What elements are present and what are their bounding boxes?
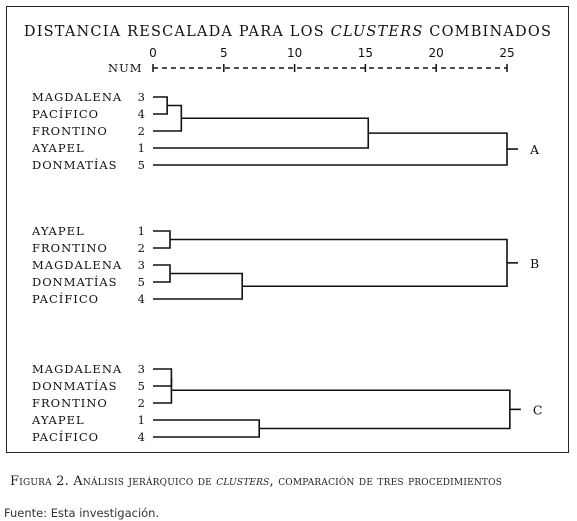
merge-link xyxy=(153,420,259,437)
leaf-number: 4 xyxy=(137,107,145,121)
figure-caption: Figura 2. Análisis jerárquico de clusters, comparación de tres procedimientos xyxy=(10,474,503,489)
axis-tick-label-20: 20 xyxy=(428,46,444,60)
merge-link xyxy=(153,274,242,300)
leaf-number: 1 xyxy=(137,141,145,155)
merge-link xyxy=(170,240,507,287)
merge-link xyxy=(153,133,507,165)
merge-link xyxy=(153,369,171,386)
merge-link xyxy=(153,118,368,148)
leaf-number: 2 xyxy=(137,124,145,138)
leaf-number: 2 xyxy=(137,396,145,410)
axis-tick-label-10: 10 xyxy=(286,46,303,60)
group-label: C xyxy=(532,402,543,418)
leaf-number: 5 xyxy=(137,275,145,289)
dendrogram-a xyxy=(31,90,540,172)
leaf-number: 5 xyxy=(137,379,145,393)
leaf-label: MAGDALENA xyxy=(32,90,123,104)
leaf-number: 1 xyxy=(137,224,145,238)
leaf-label: DONMATÍAS xyxy=(32,275,118,289)
merge-link xyxy=(153,378,171,404)
axis-tick-label-25: 25 xyxy=(499,46,515,60)
leaf-label: FRONTINO xyxy=(32,396,108,410)
axis-num-label: NUM xyxy=(108,61,143,75)
leaf-label: MAGDALENA xyxy=(32,362,123,376)
leaf-number: 5 xyxy=(137,158,145,172)
leaf-number: 2 xyxy=(137,241,145,255)
merge-link xyxy=(153,265,170,282)
dendrogram-c xyxy=(31,362,542,444)
leaf-label: DONMATÍAS xyxy=(32,379,118,393)
leaf-number: 1 xyxy=(137,413,145,427)
dendrogram-b xyxy=(31,224,539,306)
leaf-number: 3 xyxy=(137,362,145,376)
merge-link xyxy=(153,97,167,114)
leaf-label: PACÍFICO xyxy=(32,107,100,121)
axis-tick-label-5: 5 xyxy=(219,46,228,60)
merge-link xyxy=(171,390,509,428)
leaf-label: MAGDALENA xyxy=(32,258,123,272)
leaf-number: 3 xyxy=(137,258,145,272)
figure-title: DISTANCIA RESCALADA PARA LOS CLUSTERS COMBINADOS xyxy=(23,24,553,40)
leaf-label: AYAPEL xyxy=(32,413,85,427)
leaf-label: FRONTINO xyxy=(32,124,108,138)
axis-tick-label-15: 15 xyxy=(357,46,374,60)
leaf-label: AYAPEL xyxy=(32,141,85,155)
leaf-label: PACÍFICO xyxy=(32,430,100,444)
leaf-label: AYAPEL xyxy=(32,224,85,238)
leaf-number: 3 xyxy=(137,90,145,104)
merge-link xyxy=(153,231,170,248)
group-label: A xyxy=(530,142,540,158)
leaf-number: 4 xyxy=(137,430,145,444)
axis-tick-label-0: 0 xyxy=(149,46,157,60)
distance-axis xyxy=(108,46,515,75)
leaf-label: PACÍFICO xyxy=(32,292,100,306)
figure-source: Fuente: Esta investigación. xyxy=(4,506,160,520)
dendrograms xyxy=(31,90,542,444)
group-label: B xyxy=(530,255,540,271)
leaf-label: FRONTINO xyxy=(32,241,108,255)
leaf-label: DONMATÍAS xyxy=(32,158,118,172)
leaf-number: 4 xyxy=(137,292,145,306)
